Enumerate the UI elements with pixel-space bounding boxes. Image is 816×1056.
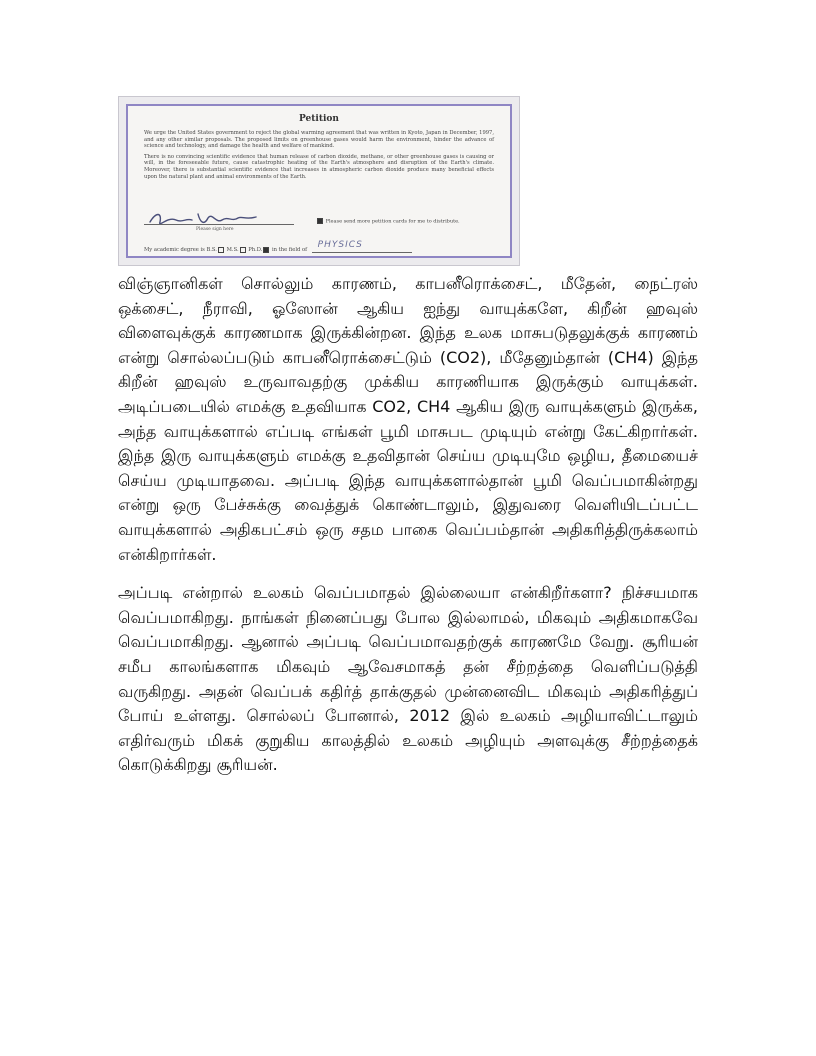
field-handwritten: PHYSICS bbox=[317, 240, 363, 250]
petition-signature-row bbox=[144, 210, 494, 234]
send-more-cards bbox=[316, 218, 460, 225]
petition-paragraph-2: There is no convincing scientific evidence that human release of carbon dioxide, methane, or other greenhouse gases is causing or will, in the foreseeable future, cause catastrophic heating of the Earth's atmosphere and disruption of the Earth's climate. Moreover, there is substantial scientific evidence that increases in atmospheric carbon dioxide produce many beneficial effects upon the natural plant and animal environments of the Earth. bbox=[144, 153, 494, 180]
article-body bbox=[118, 272, 698, 778]
send-more-checkbox bbox=[317, 218, 323, 224]
academic-degree-row bbox=[144, 240, 494, 253]
petition-title: Petition bbox=[299, 114, 339, 124]
degree-bs: B.S. bbox=[206, 247, 217, 253]
degree-bs-checkbox bbox=[218, 247, 224, 253]
petition-paragraph-1: We urge the United States government to reject the global warming agreement that was written in Kyoto, Japan in December, 1997, and any other similar proposals. The proposed limits on greenhouse gases would harm the environment, hinder the advance of science and technology, and damage the health and welfare of mankind. bbox=[144, 130, 494, 150]
send-more-label: Please send more petition cards for me to distribute. bbox=[325, 218, 460, 225]
degree-prefix: My academic degree is bbox=[144, 247, 205, 253]
degree-ms: M.S. bbox=[226, 247, 239, 253]
field-line bbox=[312, 240, 412, 253]
degree-phd-checkbox bbox=[263, 247, 269, 253]
signature-line bbox=[144, 224, 294, 225]
body-paragraph-2: அப்படி என்றால் உலகம் வெப்பமாதல் இல்லையா என்கிறீர்களா? நிச்சயமாக வெப்பமாகிறது. நாங்கள் நினைப்பது போல இல்லாமல், மிகவும் அதிகமாகவே வெப்பமாகிறது. ஆனால் அப்படி வெப்பமாவதற்குக் காரணமே வேறு. சூரியன் சமீப காலங்களாக மிகவும் ஆவேசமாகத் தன் சீற்றத்தை வெளிப்படுத்தி வருகிறது. அதன் வெப்பக் கதிர்த் தாக்குதல் முன்னைவிட மிகவும் அதிகரித்துப் போய் உள்ளது. சொல்லப் போனால், 2012 இல் உலகம் அழியாவிட்டாலும் எதிர்வரும் மிகக் குறுகிய காலத்தில் உலகம் அழியும் அளவுக்கு சீற்றத்தைக் கொடுக்கிறது சூரியன். bbox=[118, 583, 698, 775]
petition-card bbox=[126, 104, 512, 258]
petition-card-image bbox=[118, 96, 520, 266]
body-paragraph-1: விஞ்ஞானிகள் சொல்லும் காரணம், காபனீரொக்சைட், மீதேன், நைட்ரஸ் ஒக்சைட், நீராவி, ஓஸோன் ஆகிய ஐந்து வாயுக்களே, கிறீன் ஹவுஸ் விளைவுக்குக் காரணமாக இருக்கின்றன. இந்த உலக மாசுபடுதலுக்குக் காரணம் என்று சொல்லப்படும் காபனீரொக்சைட்டும் (CO2), மீதேனும்தான் (CH4) இந்த கிறீன் ஹவுஸ் உருவாவதற்கு முக்கிய காரணியாக இருக்கும் வாயுக்கள். அடிப்படையில் எமக்கு உதவியாக CO2, CH4 ஆகிய இரு வாயுக்களும் இருக்க, அந்த வாயுக்களால் எப்படி எங்கள் பூமி மாசுபட முடியும் என்று கேட்கிறார்கள். இந்த இரு வாயுக்களும் எமக்கு உதவிதான் செய்ய முடியுமே ஒழிய, தீமையைச் செய்ய முடியாதவை. அப்படி இந்த வாயுக்களால்தான் பூமி வெப்பமாகின்றது என்று ஒரு பேச்சுக்கு வைத்துக் கொண்டாலும், இதுவரை வெளியிடப்பட்ட வாயுக்களால் அதிகபட்சம் ஒரு சதம பாகை வெப்பம்தான் அதிகரித்திருக்கலாம் என்கிறார்கள். bbox=[118, 274, 698, 564]
degree-ms-checkbox bbox=[240, 247, 246, 253]
degree-phd: Ph.D. bbox=[248, 247, 263, 253]
sign-here-label: Please sign here bbox=[196, 227, 234, 232]
field-prefix: in the field of bbox=[272, 247, 308, 253]
